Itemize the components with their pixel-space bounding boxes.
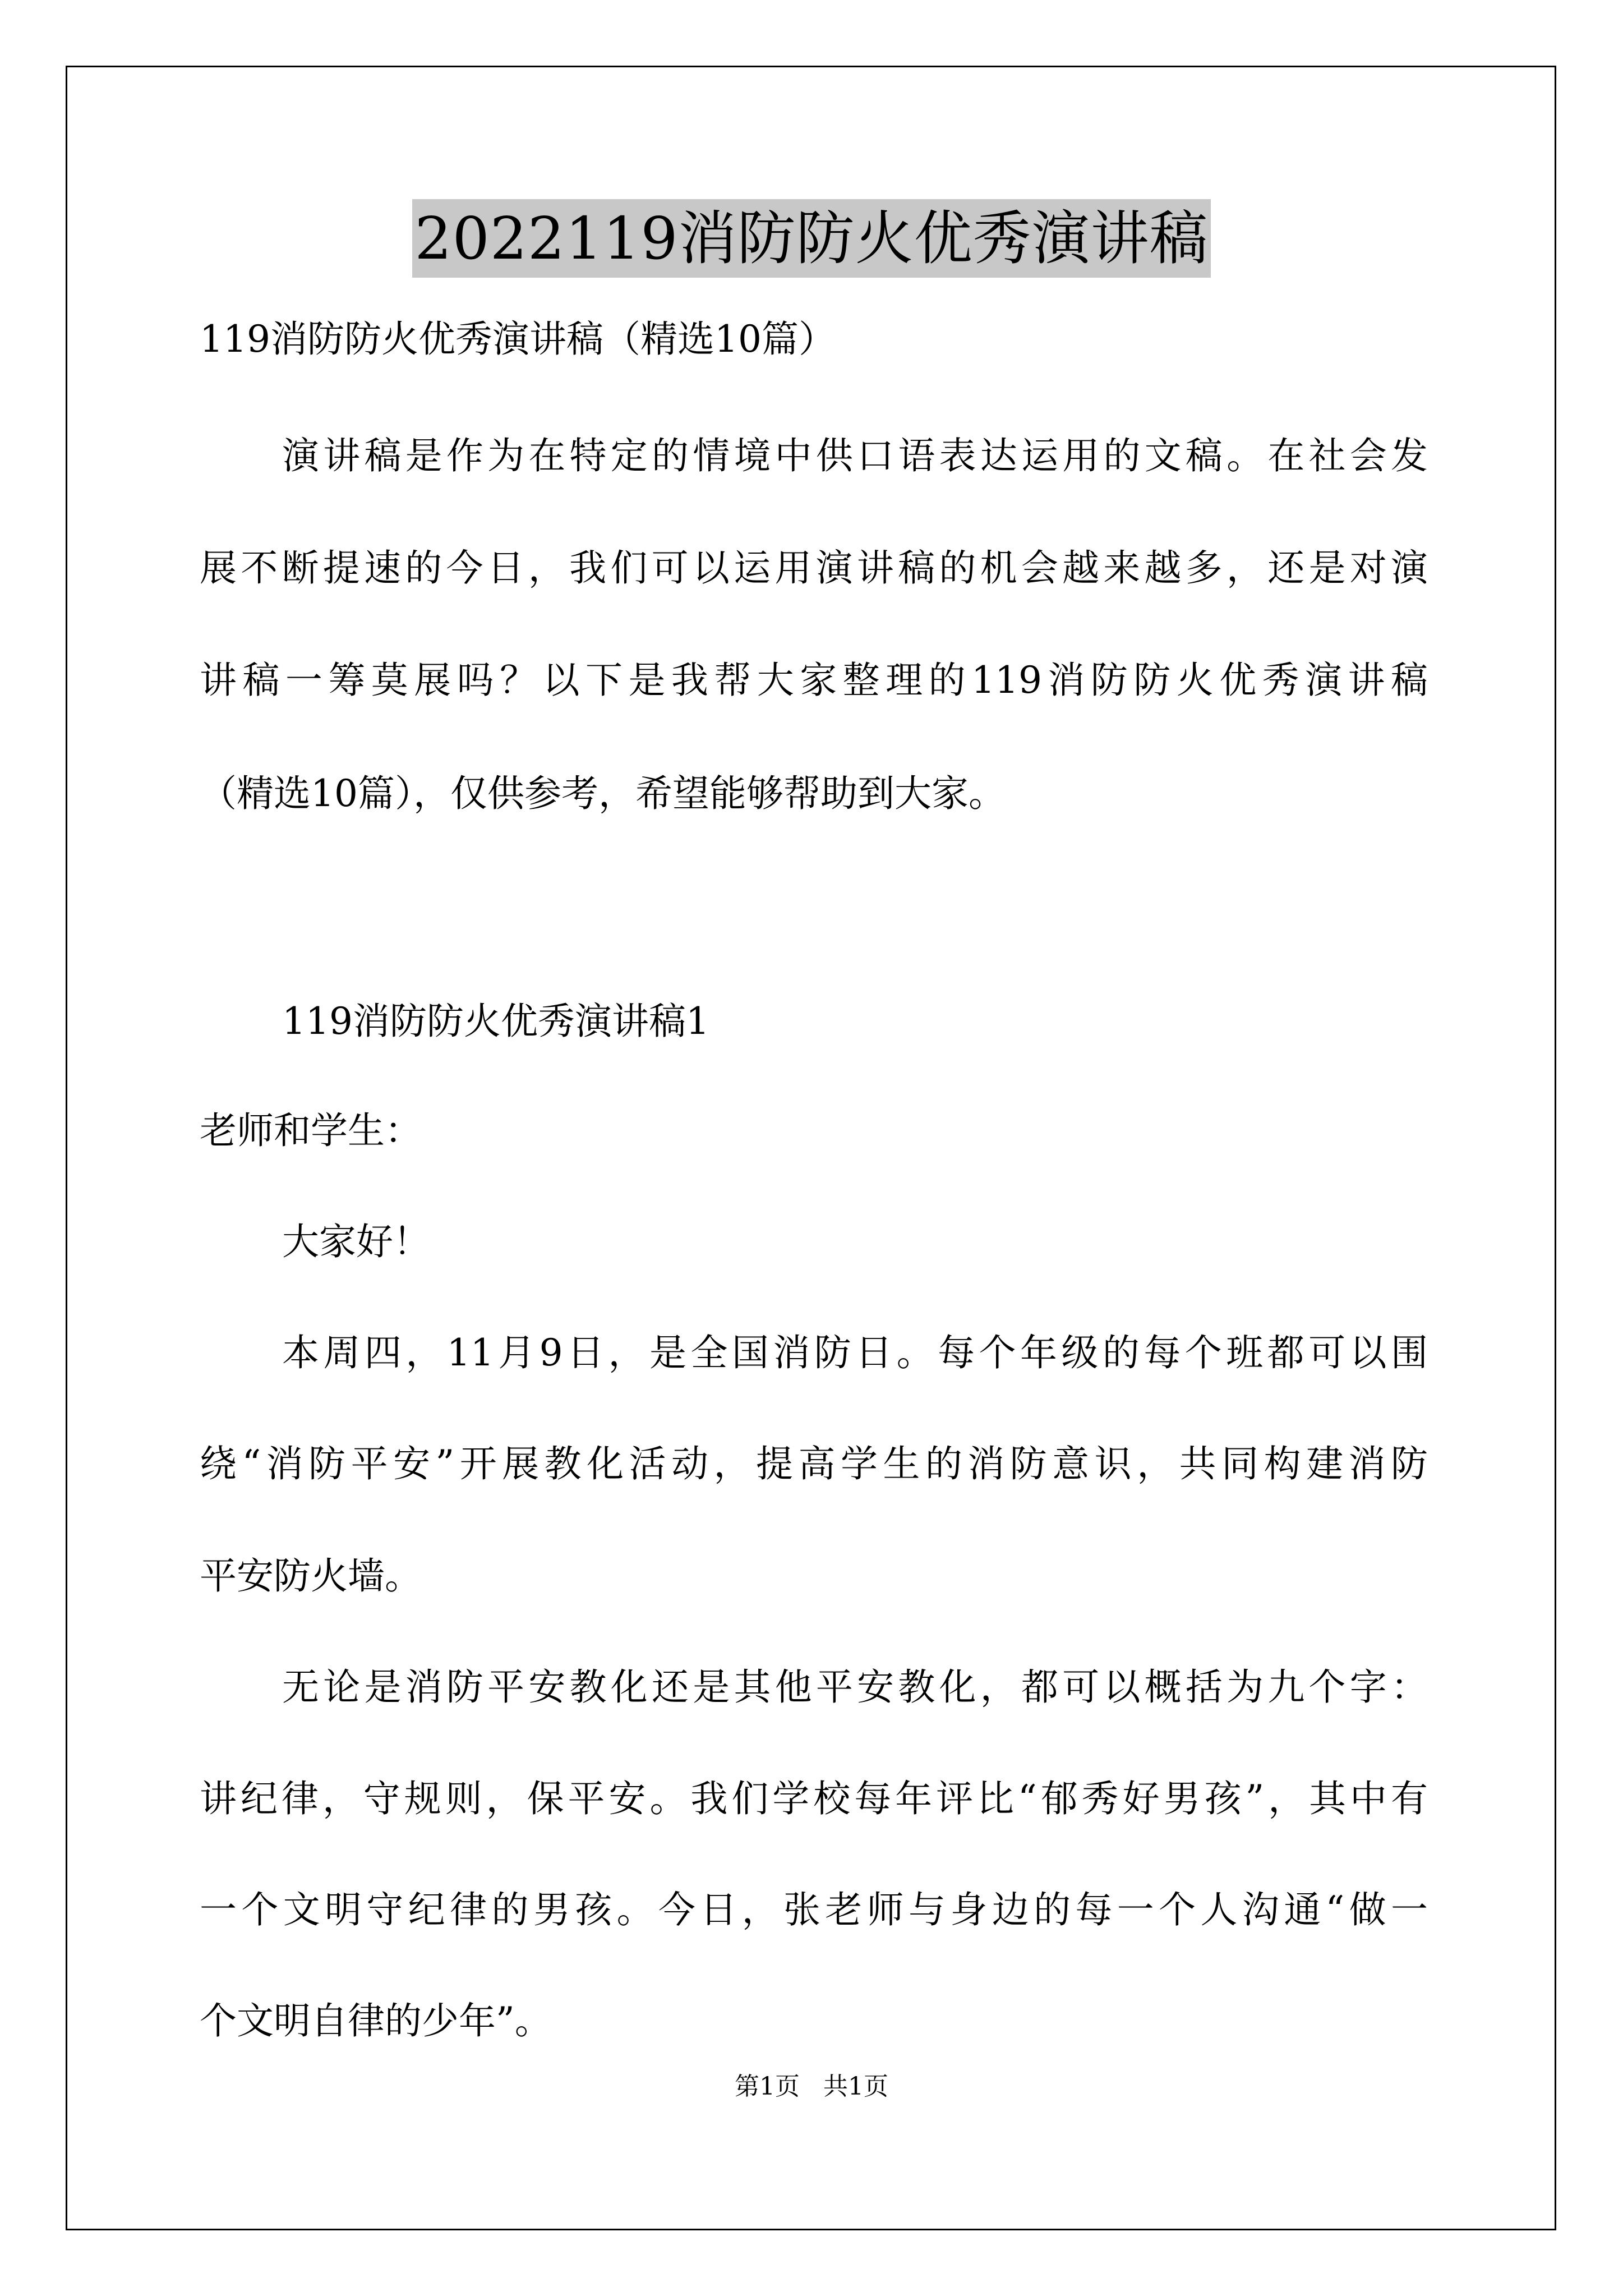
intro-line-4: （精选10篇），仅供参考，希望能够帮助到大家。 <box>200 772 1006 815</box>
para2-line-1: 无论是消防平安教化还是其他平安教化，都可以概括为九个字： <box>282 1665 1428 1709</box>
document-title: 2022119消防防火优秀演讲稿 <box>412 199 1210 278</box>
page-total: 共1页 <box>823 2072 888 2101</box>
page-footer <box>0 2070 1623 2104</box>
greeting: 大家好！ <box>282 1220 430 1263</box>
section-heading: 119消防防火优秀演讲稿1 <box>282 1000 709 1043</box>
para1-line-3: 平安防火墙。 <box>200 1554 422 1598</box>
intro-line-1: 演讲稿是作为在特定的情境中供口语表达运用的文稿。在社会发 <box>282 434 1428 477</box>
intro-line-2: 展不断提速的今日，我们可以运用演讲稿的机会越来越多，还是对演 <box>200 546 1428 590</box>
para2-line-2: 讲纪律，守规则，保平安。我们学校每年评比“郁秀好男孩”，其中有 <box>200 1777 1428 1820</box>
para1-line-2: 绕“消防平安”开展教化活动，提高学生的消防意识，共同构建消防 <box>200 1442 1428 1485</box>
para2-line-3: 一个文明守纪律的男孩。今日，张老师与身边的每一个人沟通“做一 <box>200 1888 1428 1931</box>
para1-line-1: 本周四，11月9日，是全国消防日。每个年级的每个班都可以围 <box>282 1331 1428 1374</box>
para2-line-4: 个文明自律的少年”。 <box>200 1999 552 2042</box>
salutation: 老师和学生： <box>200 1109 422 1152</box>
intro-line-3: 讲稿一筹莫展吗？以下是我帮大家整理的119消防防火优秀演讲稿 <box>200 659 1428 702</box>
page-number: 第1页 <box>735 2072 800 2101</box>
title-container <box>0 199 1623 278</box>
document-subtitle: 119消防防火优秀演讲稿（精选10篇） <box>200 318 836 361</box>
